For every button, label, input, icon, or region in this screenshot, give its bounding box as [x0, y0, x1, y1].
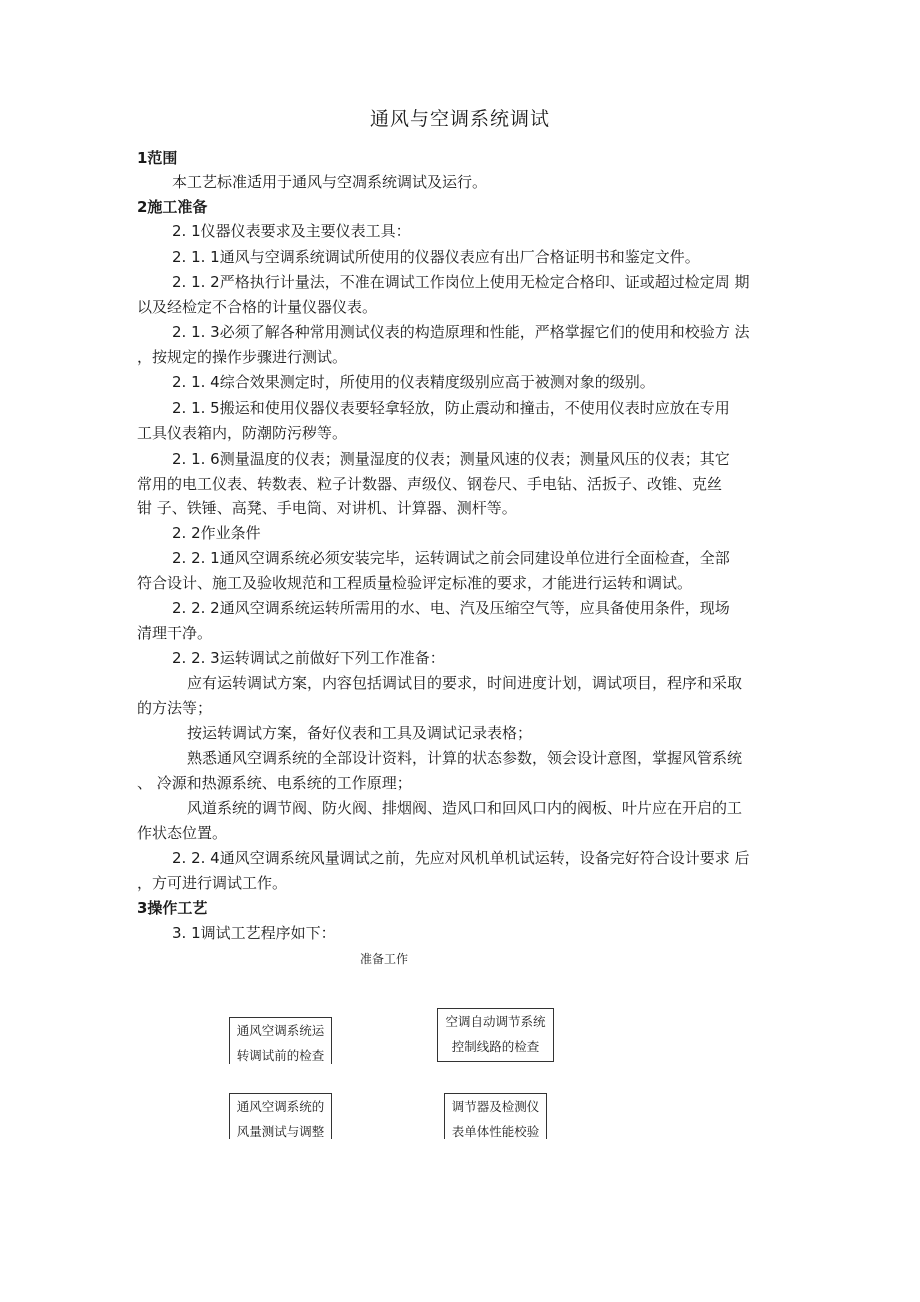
body-line: 钳 子、铁锤、高凳、手电筒、对讲机、计算器、测杆等。 — [137, 499, 517, 517]
section-heading-operation: 3操作工艺 — [137, 899, 208, 917]
flowchart-box-text: 转调试前的检查 — [236, 1048, 325, 1063]
body-line: 风道系统的调节阀、防火阀、排烟阀、造风口和回风口内的阀板、叶片应在开启的工 — [187, 799, 743, 817]
body-line: 2. 1. 4综合效果测定时，所使用的仪表精度级别应高于被测对象的级别。 — [172, 373, 655, 391]
document-title: 通风与空调系统调试 — [369, 108, 550, 130]
body-line: ，方可进行调试工作。 — [137, 874, 288, 892]
body-line: 2. 1. 6测量温度的仪表；测量湿度的仪表；测量风速的仪表；测量风压的仪表；其它 — [172, 450, 730, 468]
section-heading-scope: 1范围 — [137, 149, 178, 167]
body-line: 2. 1. 2严格执行计量法，不准在调试工作岗位上使用无检定合格印、证或超过检定周 期 — [172, 273, 750, 291]
body-line: 3. 1调试工艺程序如下： — [172, 924, 336, 942]
flowchart-box-pre-check — [229, 1017, 332, 1064]
flowchart-box-text: 控制线路的检查 — [451, 1039, 540, 1054]
flowchart-box-text: 通风空调系统运 — [236, 1023, 325, 1038]
body-line: 2. 1. 1通风与空调系统调试所使用的仪器仪表应有出厂合格证明书和鉴定文件。 — [172, 248, 700, 266]
body-line: 2. 1. 5搬运和使用仪器仪表要轻拿轻放，防止震动和撞击，不使用仪表时应放在专用 — [172, 399, 730, 417]
body-line: 2. 2. 3运转调试之前做好下列工作准备： — [172, 649, 445, 667]
body-line: 本工艺标准适用于通风与空凋系统调试及运行。 — [172, 173, 488, 191]
body-line: 2. 1. 3必须了解各种常用测试仪表的构造原理和性能，严格掌握它们的使用和校验方 法 — [172, 323, 750, 341]
body-line: 以及经检定不合格的计量仪器仪表。 — [137, 298, 378, 316]
subsection-heading: 2. 2作业条件 — [172, 524, 261, 542]
flowchart-start-label: 准备工作 — [360, 952, 409, 966]
body-line: 按运转调试方案，备好仪表和工具及调试记录表格； — [187, 724, 533, 742]
flowchart-box-text: 空调自动调节系统 — [445, 1014, 546, 1029]
body-line: 的方法等； — [137, 699, 213, 717]
flowchart-box-text: 调节器及检测仪 — [451, 1099, 540, 1114]
flowchart-box-instrument-calibration — [444, 1093, 547, 1139]
flowchart-box-text: 风量测试与调整 — [236, 1124, 325, 1139]
body-line: 、 冷源和热源系统、电系统的工作原理； — [137, 774, 412, 792]
flowchart-box-text: 表单体性能校验 — [451, 1124, 540, 1139]
body-line: 2. 2. 2通风空调系统运转所需用的水、电、汽及压缩空气等，应具备使用条件，现场 — [172, 599, 730, 617]
body-line: ，按规定的操作步骤进行测试。 — [137, 348, 348, 366]
body-line: 作状态位置。 — [137, 824, 228, 842]
body-line: 工具仪表箱内，防潮防污秽等。 — [137, 424, 348, 442]
body-line: 熟悉通风空调系统的全部设计资料，计算的状态参数，领会设计意图，掌握风管系统 — [187, 749, 743, 767]
body-line: 常用的电工仪表、转数表、粒子计数器、声级仪、钢卷尺、手电钻、活扳子、改锥、克丝 — [137, 475, 723, 493]
body-line: 清理干净。 — [137, 624, 213, 642]
flowchart-box-airflow-test — [229, 1093, 332, 1139]
section-heading-preparation: 2施工准备 — [137, 198, 208, 216]
body-line: 2. 1仪器仪表要求及主要仪表工具： — [172, 222, 411, 240]
body-line: 2. 2. 4通风空调系统风量调试之前，先应对风机单机试运转，设备完好符合设计要求 后 — [172, 849, 750, 867]
flowchart-box-text: 通风空调系统的 — [236, 1099, 325, 1114]
body-line: 应有运转调试方案，内容包括调试目的要求，时间进度计划，调试项目，程序和采取 — [187, 674, 743, 692]
body-line: 2. 2. 1通风空调系统必须安装完毕，运转调试之前会同建设单位进行全面检查，全部 — [172, 549, 730, 567]
body-line: 符合设计、施工及验收规范和工程质量检验评定标准的要求，才能进行运转和调试。 — [137, 574, 693, 592]
flowchart-box-control-line-check — [437, 1008, 554, 1062]
